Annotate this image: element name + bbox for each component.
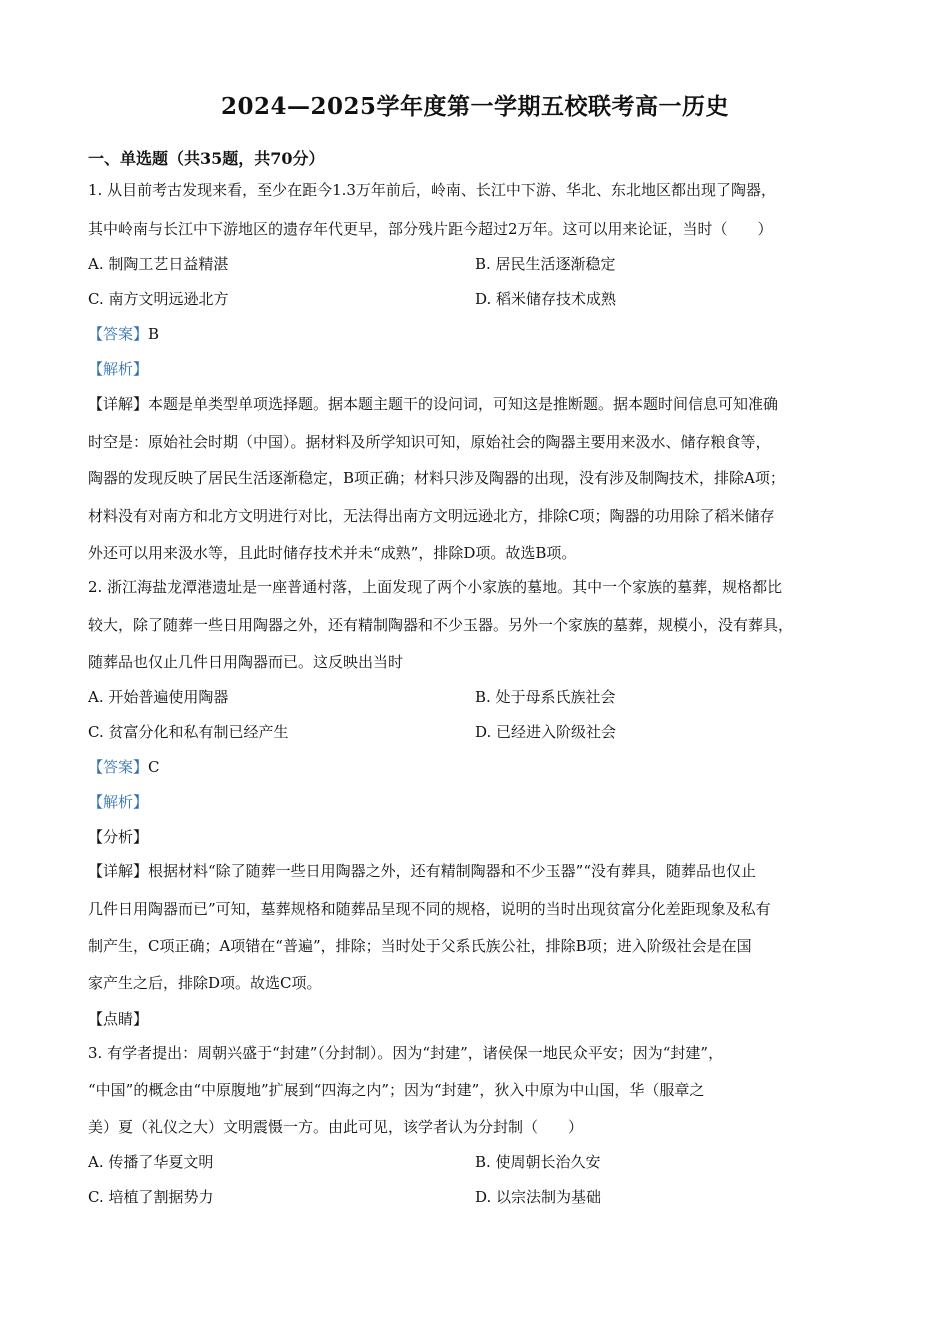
q3-option-a: A. 传播了华夏文明 bbox=[88, 1153, 214, 1171]
q2-analysis-tag: 【解析】 bbox=[88, 793, 149, 811]
q2-option-c: C. 贫富分化和私有制已经产生 bbox=[88, 723, 289, 741]
q2-answer bbox=[88, 757, 160, 777]
q2-option-b: B. 处于母系氏族社会 bbox=[475, 688, 616, 706]
q1-detail-line-5: 外还可以用来汲水等，且此时储存技术并未“成熟”，排除D项。故选B项。 bbox=[88, 544, 577, 562]
q1-stem-line-2: 其中岭南与长江中下游地区的遗存年代更早，部分残片距今超过2万年。这可以用来论证，当时（ ） bbox=[88, 220, 773, 238]
section-heading: 一、单选题（共35题，共70分） bbox=[88, 149, 325, 168]
answer-tag: 【答案】 bbox=[88, 758, 149, 776]
q3-option-c: C. 培植了割据势力 bbox=[88, 1188, 214, 1206]
q1-option-a: A. 制陶工艺日益精湛 bbox=[88, 255, 229, 273]
q1-detail-line-1: 【详解】本题是单类型单项选择题。据本题主题干的设问词，可知这是推断题。据本题时间信息可知准确 bbox=[88, 395, 779, 413]
q1-analysis-tag: 【解析】 bbox=[88, 360, 149, 378]
q2-option-d: D. 已经进入阶级社会 bbox=[475, 723, 617, 741]
q1-detail-line-2: 时空是：原始社会时期（中国）。据材料及所学知识可知，原始社会的陶器主要用来汲水、储存粮食等， bbox=[88, 433, 771, 451]
q2-stem-line-3: 随葬品也仅止几件日用陶器而已。这反映出当时 bbox=[88, 653, 404, 671]
answer-tag: 【答案】 bbox=[88, 325, 149, 343]
q1-option-b: B. 居民生活逐渐稳定 bbox=[475, 255, 616, 273]
answer-value: C bbox=[148, 758, 160, 776]
q1-option-c: C. 南方文明远逊北方 bbox=[88, 290, 229, 308]
q2-stem-line-1: 2. 浙江海盐龙潭港遗址是一座普通村落，上面发现了两个小家族的墓地。其中一个家族的墓葬，规格都比 bbox=[88, 578, 783, 596]
q1-option-d: D. 稻米储存技术成熟 bbox=[475, 290, 617, 308]
page-title: 2024—2025学年度第一学期五校联考高一历史 bbox=[220, 93, 730, 120]
q2-detail-line-3: 制产生，C项正确；A项错在“普遍”，排除；当时处于父系氏族公社，排除B项；进入阶级社会是在国 bbox=[88, 937, 752, 955]
q3-stem-line-1: 3. 有学者提出：周朝兴盛于“封建”（分封制）。因为“封建”，诸侯保一地民众平安；因为“封建”， bbox=[88, 1044, 724, 1062]
q2-fenxi-tag: 【分析】 bbox=[88, 828, 149, 846]
q3-stem-line-3: 美）夏（礼仪之大）文明震慑一方。由此可见，该学者认为分封制（ ） bbox=[88, 1118, 584, 1136]
q2-dianjing-tag: 【点睛】 bbox=[88, 1010, 149, 1028]
q1-detail-line-3: 陶器的发现反映了居民生活逐渐稳定，B项正确；材料只涉及陶器的出现，没有涉及制陶技术，排除A项； bbox=[88, 469, 785, 487]
q3-option-b: B. 使周朝长治久安 bbox=[475, 1153, 601, 1171]
q1-answer bbox=[88, 324, 159, 344]
q2-option-a: A. 开始普遍使用陶器 bbox=[88, 688, 229, 706]
q3-option-d: D. 以宗法制为基础 bbox=[475, 1188, 602, 1206]
q2-detail-line-4: 家产生之后，排除D项。故选C项。 bbox=[88, 974, 322, 992]
q3-stem-line-2: “中国”的概念由“中原腹地”扩展到“四海之内”；因为“封建”，狄入中原为中山国，华（服章之 bbox=[88, 1081, 705, 1099]
q1-stem-line-1: 1. 从目前考古发现来看，至少在距今1.3万年前后，岭南、长江中下游、华北、东北地区都出现了陶器， bbox=[88, 181, 776, 199]
answer-value: B bbox=[148, 325, 160, 343]
q2-detail-line-1: 【详解】根据材料“除了随葬一些日用陶器之外，还有精制陶器和不少玉器”“没有葬具，随葬品也仅止 bbox=[88, 862, 757, 880]
q2-detail-line-2: 几件日用陶器而已”可知，墓葬规格和随葬品呈现不同的规格，说明的当时出现贫富分化差距现象及私有 bbox=[88, 900, 771, 918]
q2-stem-line-2: 较大，除了随葬一些日用陶器之外，还有精制陶器和不少玉器。另外一个家族的墓葬，规模小，没有葬具， bbox=[88, 616, 794, 634]
q1-detail-line-4: 材料没有对南方和北方文明进行对比，无法得出南方文明远逊北方，排除C项；陶器的功用除了稻米储存 bbox=[88, 507, 775, 525]
